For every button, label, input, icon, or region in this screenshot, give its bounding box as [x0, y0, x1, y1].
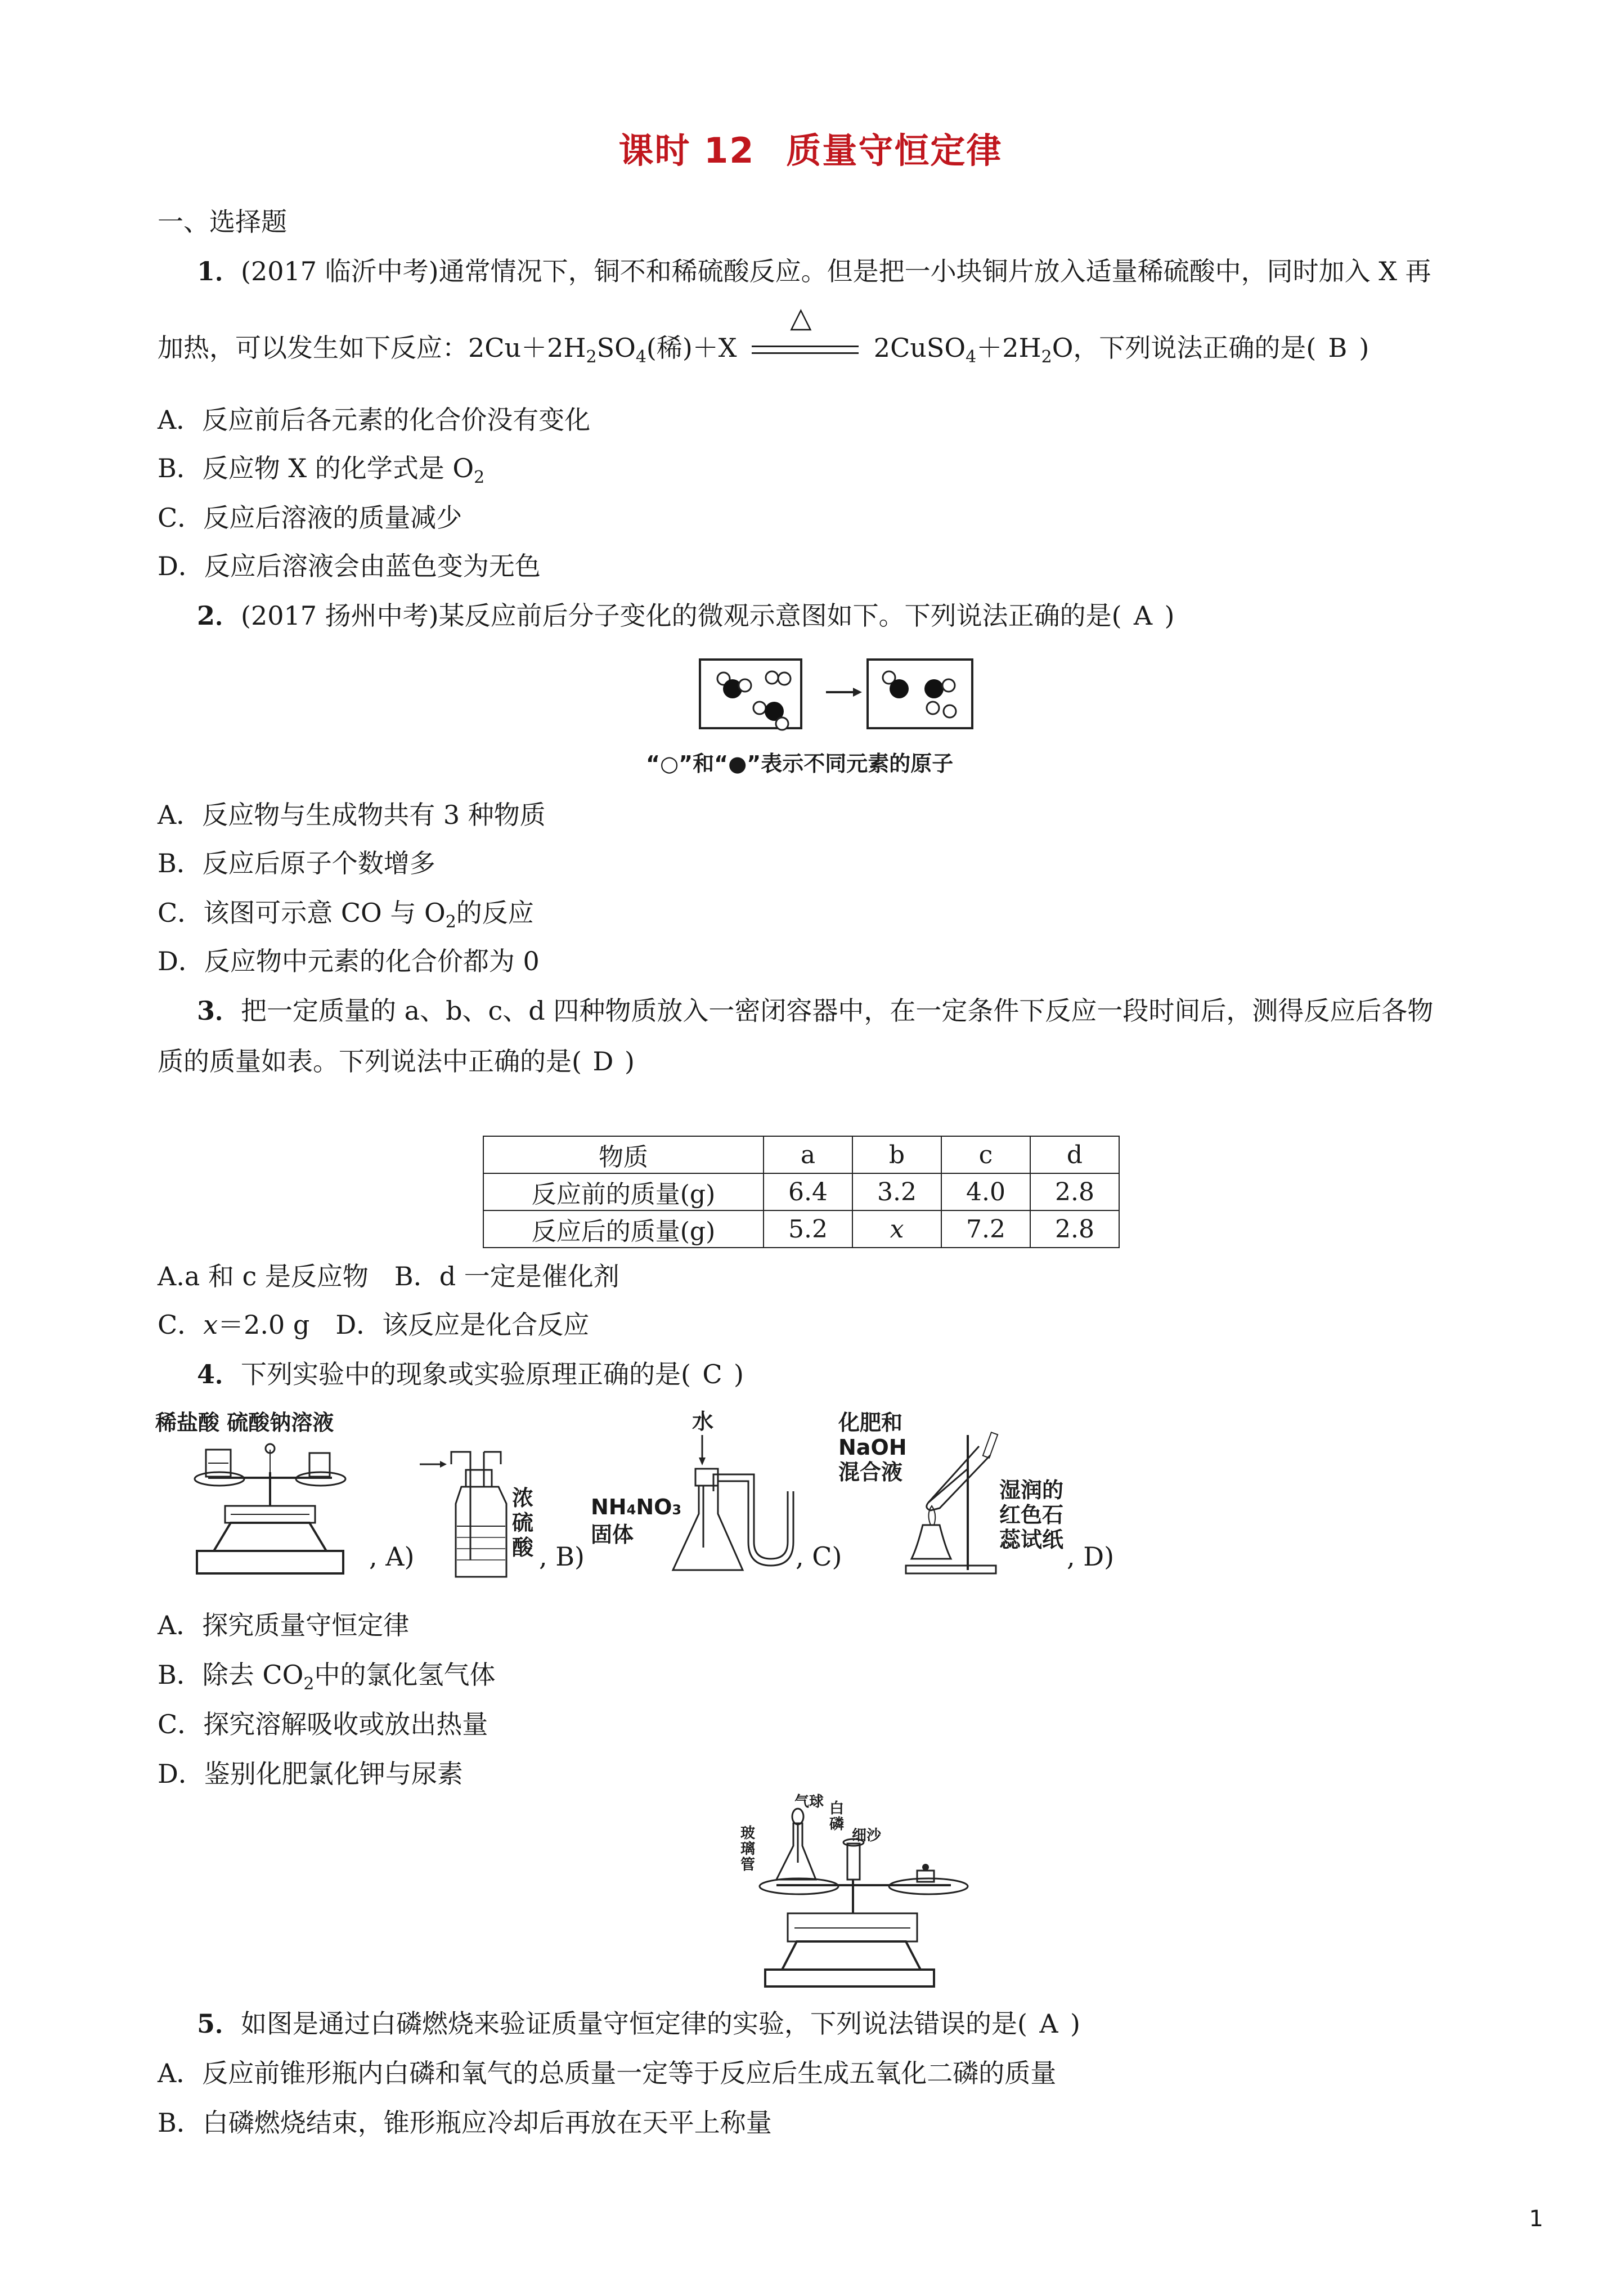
figC-solid-label: NH4NO3 固体 — [591, 1495, 682, 1547]
figD-mixture-label: 化肥和 NaOH 混合液 — [838, 1410, 907, 1485]
fig5-phosphorus-label: 白 磷 — [829, 1800, 845, 1833]
figB-label: 浓 硫 酸 — [512, 1486, 534, 1560]
table-header-row: 物质 a b c d — [483, 1136, 1119, 1173]
q3-options-cd: C．x＝2.0 g D．该反应是化合反应 — [158, 1310, 590, 1340]
q5-option-b: B．白磷燃烧结束，锥形瓶应冷却后再放在天平上称量 — [158, 2107, 772, 2138]
q5-stem: 5．如图是通过白磷燃烧来验证质量守恒定律的实验，下列说法错误的是( A ) — [197, 2007, 1080, 2041]
q3-line1: 3．把一定质量的 a、b、c、d 四种物质放入一密闭容器中，在一定条件下反应一段时间后，测得反应后各物 — [197, 995, 1434, 1026]
q4-option-c: C．探究溶解吸收或放出热量 — [158, 1709, 488, 1739]
title-lesson: 课时 12 — [618, 130, 755, 171]
figA-balance-diagram — [186, 1438, 354, 1579]
q1-line1: 1．(2017 临沂中考)通常情况下，铜不和稀硫酸反应。但是把一小块铜片放入适量稀硫酸中，同时加入 X 再 — [197, 256, 1431, 286]
q1-option-b: B．反应物 X 的化学式是 $O_2$ — [158, 453, 485, 487]
q3-options-ab: A.a 和 c 是反应物 B．d 一定是催化剂 — [158, 1261, 619, 1292]
q1-option-a: A．反应前后各元素的化合价没有变化 — [158, 405, 591, 435]
q4-option-a: A．探究质量守恒定律 — [158, 1610, 410, 1640]
delta-symbol: △ — [790, 301, 812, 334]
title-topic: 质量守恒定律 — [786, 130, 1003, 171]
q1-option-c: C．反应后溶液的质量减少 — [158, 503, 462, 533]
figD-heating-diagram — [895, 1424, 1007, 1581]
fig5-phosphorus-balance-diagram — [743, 1801, 979, 1992]
answer-q2: A — [1133, 600, 1153, 631]
after-box — [868, 660, 972, 728]
q5-option-a: A．反应前锥形瓶内白磷和氧气的总质量一定等于反应后生成五氧化二磷的质量 — [158, 2058, 1057, 2088]
reaction-arrow-heat — [752, 301, 859, 367]
figB-tag: , B) — [539, 1541, 585, 1572]
q2-stem: 2．(2017 扬州中考)某反应前后分子变化的微观示意图如下。下列说法正确的是( A ) — [197, 599, 1175, 633]
q3-line2: 质的质量如表。下列说法中正确的是( D ) — [158, 1044, 635, 1078]
q4-stem: 4．下列实验中的现象或实验原理正确的是( C ) — [197, 1357, 744, 1391]
figB-wash-bottle-diagram — [416, 1447, 518, 1582]
answer-q4: C — [702, 1359, 722, 1389]
table-row: 反应前的质量(g) 6.4 3.2 4.0 2.8 — [483, 1173, 1119, 1210]
section-heading: 一、选择题 — [158, 207, 287, 237]
q2-option-b: B．反应后原子个数增多 — [158, 848, 435, 878]
q2-option-c: C．该图可示意 CO 与 $O_2$的反应 — [158, 898, 534, 932]
fig5-tube-label: 玻 璃 管 — [740, 1825, 756, 1873]
figC-tag: , C) — [796, 1541, 842, 1572]
figC-water-label: 水 — [692, 1409, 714, 1434]
fig5-balloon-label: 气球 — [794, 1793, 824, 1810]
figA-label: 稀盐酸 硫酸钠溶液 — [155, 1410, 334, 1435]
answer-q5: A — [1039, 2008, 1058, 2039]
page-title — [0, 123, 1621, 173]
q1-option-d: D．反应后溶液会由蓝色变为无色 — [158, 551, 541, 581]
figD-paper-label: 湿润的 红色石 蕊试纸 — [999, 1478, 1064, 1552]
page-number: 1 — [1529, 2206, 1543, 2232]
q2-option-d: D．反应物中元素的化合价都为 0 — [158, 946, 540, 976]
diagram-caption: “○”和“●”表示不同元素的原子 — [646, 751, 954, 776]
q2-option-a: A．反应物与生成物共有 3 种物质 — [158, 800, 546, 830]
answer-q3: D — [592, 1046, 614, 1077]
figA-tag: , A) — [369, 1541, 415, 1572]
figD-tag: , D) — [1067, 1541, 1115, 1572]
answer-q1: B — [1328, 333, 1348, 363]
molecule-diagram — [698, 653, 990, 737]
q4-option-d: D．鉴别化肥氯化钾与尿素 — [158, 1759, 463, 1789]
mass-table — [483, 1136, 1120, 1248]
q4-option-b: B．除去 $CO_2$中的氯化氢气体 — [158, 1660, 496, 1694]
table-row: 反应后的质量(g) 5.2 x 7.2 2.8 — [483, 1210, 1119, 1248]
q1-line2: 加热，可以发生如下反应：$2Cu+2H_2SO_4$(稀)＋X △ $2CuSO_4+2H_2O$，下列说法正确的是( B ) — [158, 301, 1369, 367]
fig5-sand-label: 细沙 — [852, 1827, 882, 1844]
figC-flask-diagram — [664, 1435, 810, 1581]
